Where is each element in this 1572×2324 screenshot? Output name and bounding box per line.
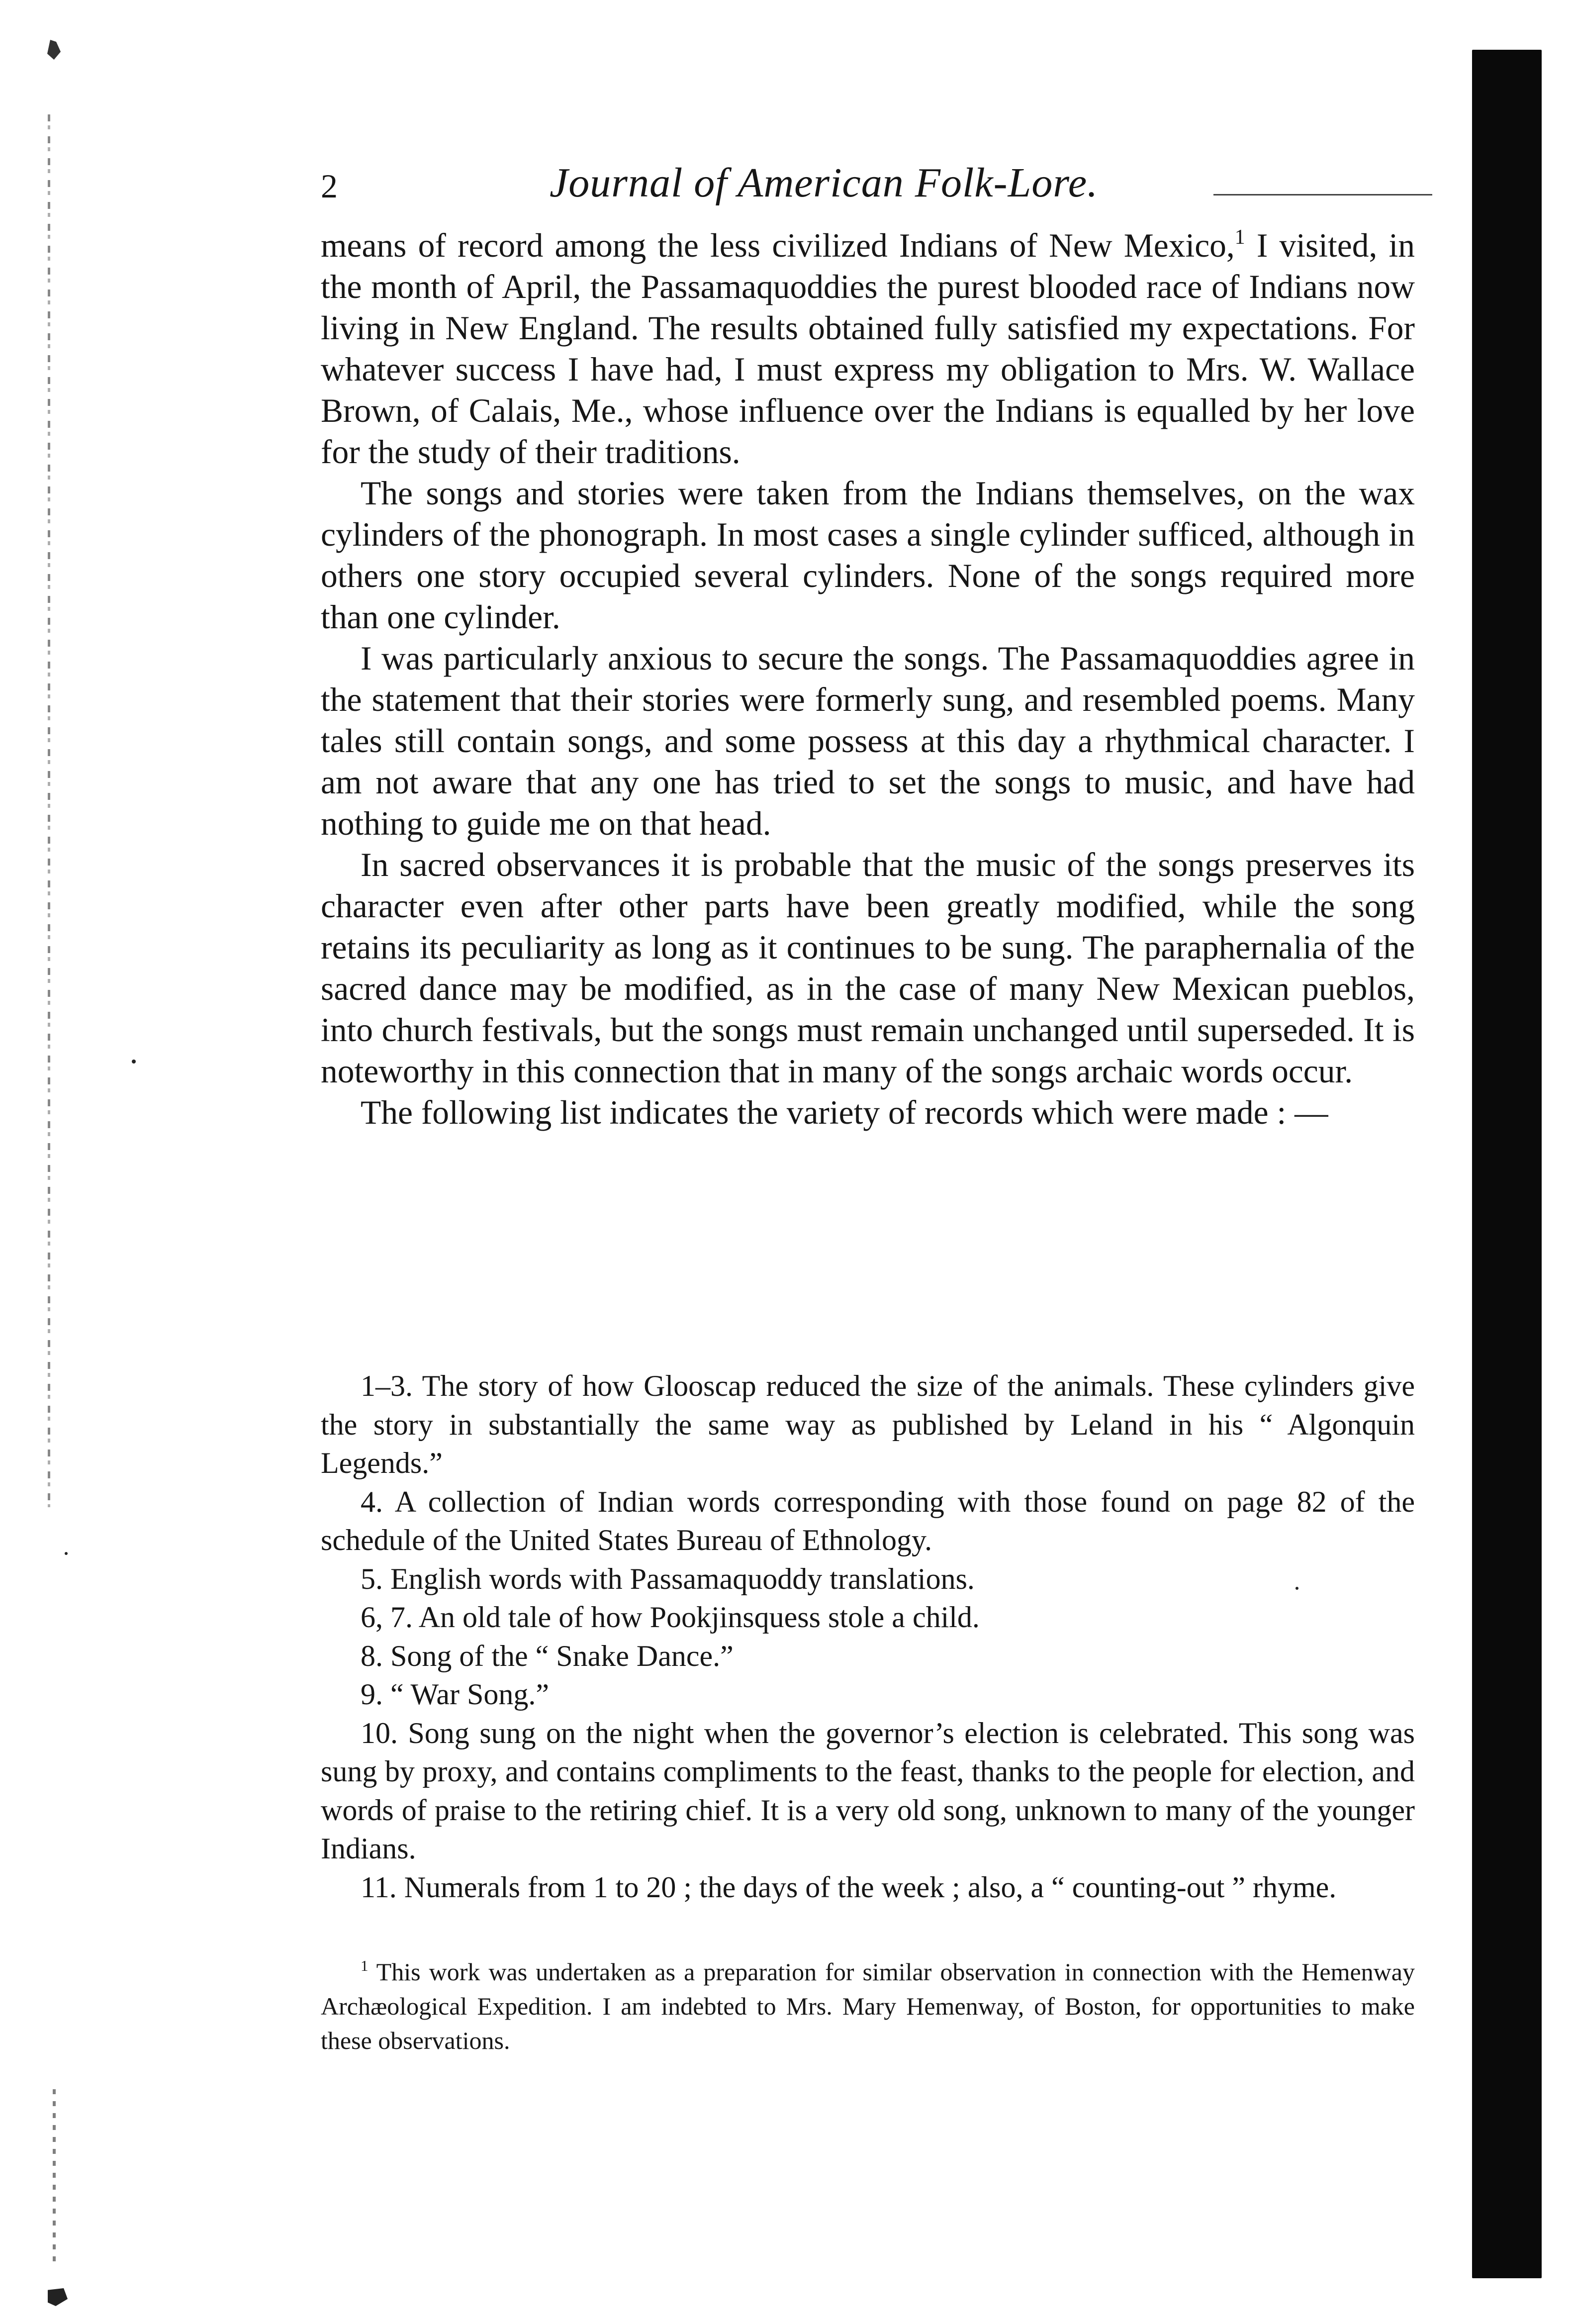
page-binding-edge-lower: [53, 2089, 56, 2268]
paragraph: means of record among the less civilized Indians of New Mexico,$^1$ I visited, in the month of April, the Passamaquoddies the purest blooded race of Indians now living in New England. The results obtained fully satisfied my expectations. For whatever success I have had, I must express my obligation to Mrs. W. Wallace Brown, of Calais, Me., whose influence over the Indians is equalled by her love for the study of their traditions.: [321, 226, 1415, 471]
footnote-marker: 1: [1234, 226, 1245, 249]
page-binding-edge: [48, 114, 50, 1507]
header-rule: [1213, 194, 1432, 195]
list-item: 4. A collection of Indian words corresponding with those found on page 82 of the schedule of the United States Bureau of Ethnology.: [321, 1485, 1415, 1556]
footnote: $^1$ This work was undertaken as a preparation for similar observation in connection with the Hemenway Archæological Expedition. I am indebted to Mrs. Mary Hemenway, of Boston, for opportunities to make these observations.: [321, 1956, 1415, 2054]
page-header: [321, 158, 1430, 218]
scan-corner-mark-bottom: [48, 2288, 68, 2306]
footnote-marker: 1: [361, 1956, 369, 1974]
list-item: 11. Numerals from 1 to 20 ; the days of the week ; also, a “ counting-out ” rhyme.: [361, 1870, 1337, 1904]
list-item: 5. English words with Passamaquoddy translations.: [361, 1562, 975, 1595]
scan-corner-mark: [46, 40, 61, 60]
records-list: [321, 1367, 1415, 1907]
footnote-section: [321, 1955, 1415, 2058]
list-item: 1–3. The story of how Glooscap reduced the size of the animals. These cylinders give the story in substantially the same way as published by Leland in his “ Algonquin Legends.”: [321, 1369, 1415, 1479]
body-text: [321, 225, 1415, 1133]
scan-edge-shadow: [1472, 50, 1542, 2278]
list-item: 6, 7. An old tale of how Pookjinsquess stole a child.: [361, 1601, 980, 1634]
running-title: Journal of American Folk-Lore.: [550, 160, 1099, 206]
list-item: 8. Song of the “ Snake Dance.”: [361, 1639, 734, 1672]
paragraph: The songs and stories were taken from the Indians themselves, on the wax cylinders of the phonograph. In most cases a single cylinder sufficed, although in others one story occupied several cylinders. None of the songs required more than one cylinder.: [321, 475, 1415, 636]
paragraph: In sacred observances it is probable that the music of the songs preserves its character even after other parts have been greatly modified, while the song retains its peculiarity as long as it continues to be sung. The paraphernalia of the sacred dance may be modified, as in the case of many New Mexican pueblos, into church festivals, but the songs must remain unchanged until superseded. It is noteworthy in this connection that in many of the songs archaic words occur.: [321, 846, 1415, 1090]
paragraph: I was particularly anxious to secure the songs. The Passamaquoddies agree in the statement that their stories were formerly sung, and resembled poems. Many tales still contain songs, and some possess at this day a rhythmical character. I am not aware that any one has tried to set the songs to music, and have had nothing to guide me on that head.: [321, 640, 1415, 842]
list-item: 9. “ War Song.”: [361, 1678, 549, 1711]
list-item: 10. Song sung on the night when the governor’s election is celebrated. This song was sung by proxy, and contains compliments to the feast, thanks to the people for election, and words of praise to the retiring chief. It is a very old song, unknown to many of the younger Indians.: [321, 1716, 1415, 1865]
scan-speck: [65, 1552, 68, 1555]
page-number: 2: [321, 167, 338, 205]
paragraph: The following list indicates the variety of records which were made : —: [361, 1094, 1328, 1131]
scan-speck: [132, 1060, 136, 1064]
